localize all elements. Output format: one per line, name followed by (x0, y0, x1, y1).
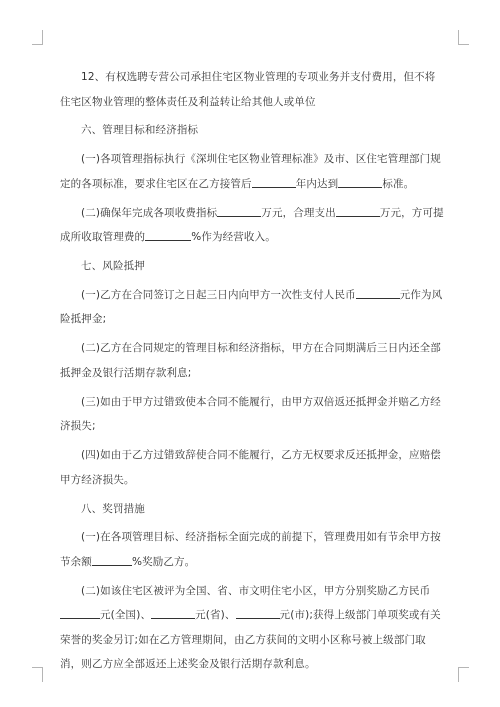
crop-mark-top-left (32, 30, 43, 45)
clause-6-1-text-a: (一)各项管理指标执行《深圳住宅区物业管理标准》及市、区住宅管理部门规定的各项标准，要求住宅区在乙方接管后 (60, 153, 441, 190)
clause-6-1-text-c: 标准。 (382, 177, 415, 190)
clause-8-1-text-b: %奖励乙方。 (131, 555, 196, 568)
clause-7-2 (60, 336, 444, 385)
clause-8-2-text-b: 元(全国)、 (100, 609, 152, 622)
document-body (60, 65, 444, 681)
section-6-heading (60, 118, 444, 143)
blank-deposit-amount (356, 287, 400, 299)
blank-national-award (60, 607, 100, 619)
blank-percentage (145, 229, 191, 241)
blank-standard (338, 176, 382, 188)
blank-provincial-award (151, 607, 195, 619)
section-8-title: 八、奖罚措施 (81, 502, 145, 515)
blank-expense (336, 205, 380, 217)
crop-mark-top-right (458, 30, 469, 45)
blank-bonus-percentage (92, 554, 132, 566)
crop-mark-bottom-right (458, 667, 469, 682)
section-8-heading (60, 497, 444, 522)
clause-7-4 (60, 443, 444, 492)
clause-6-2-text-d: %作为经营收入。 (191, 231, 276, 244)
clause-12-text: 12、有权选聘专营公司承担住宅区物业管理的专项业务并支付费用，但不将住宅区物业管理的整体责任及利益转让给其他人或单位 (60, 71, 436, 108)
clause-8-2-text-a: (二)如该住宅区被评为全国、省、市文明住宅小区，甲方分别奖励乙方民币 (81, 584, 431, 597)
clause-7-3 (60, 390, 444, 439)
clause-7-3-text: (三)如由于甲方过错致使本合同不能履行，由甲方双倍返还抵押金并赔乙方经济损失; (60, 395, 441, 433)
blank-income-target (217, 205, 261, 217)
section-7-heading (60, 254, 444, 279)
clause-8-2-text-d: 元(市);获得上级部门单项奖或有关荣誉的奖金另订;如在乙方管理期间，由乙方获间的文明小区称号被上级部门取消，则乙方应全部返还上述奖金及银行活期存款利息。 (60, 609, 441, 671)
clause-8-2-text-c: 元(省)、 (195, 609, 236, 622)
clause-7-1-text-b: 元作为风险抵押金; (60, 288, 443, 326)
clause-7-1 (60, 283, 444, 332)
clause-8-1 (60, 525, 444, 574)
blank-years (252, 176, 296, 188)
blank-city-award (236, 607, 280, 619)
clause-6-2-text-a: (二)确保年完成各项收费指标 (81, 206, 218, 219)
clause-7-4-text: (四)如由于乙方过错致辞使合同不能履行，乙方无权要求反还抵押金，应赔偿甲方经济损失。 (60, 449, 441, 486)
crop-mark-bottom-left (32, 667, 43, 682)
clause-6-2 (60, 201, 444, 250)
section-7-title: 七、风险抵押 (81, 260, 145, 273)
clause-6-2-text-c: 万元，方可提成所收取管理费的 (60, 206, 444, 244)
clause-6-2-text-b: 万元，合理支出 (261, 206, 336, 219)
section-6-title: 六、管理目标和经济指标 (81, 124, 199, 137)
clause-7-2-text: (二)乙方在合同规定的管理目标和经济指标，甲方在合同期满后三日内还全部抵押金及银行活期存款利息; (60, 342, 441, 379)
clause-6-1-text-b: 年内达到 (295, 177, 339, 190)
clause-8-1-text-a: (一)在各项管理目标、经济指标全面完成的前提下，管理费用如有节余甲方按节余额 (60, 531, 441, 568)
clause-7-1-text-a: (一)乙方在合同签订之日起三日内向甲方一次性支付人民币 (81, 288, 356, 301)
clause-8-2 (60, 579, 444, 677)
clause-6-1 (60, 147, 444, 196)
clause-12 (60, 65, 444, 114)
